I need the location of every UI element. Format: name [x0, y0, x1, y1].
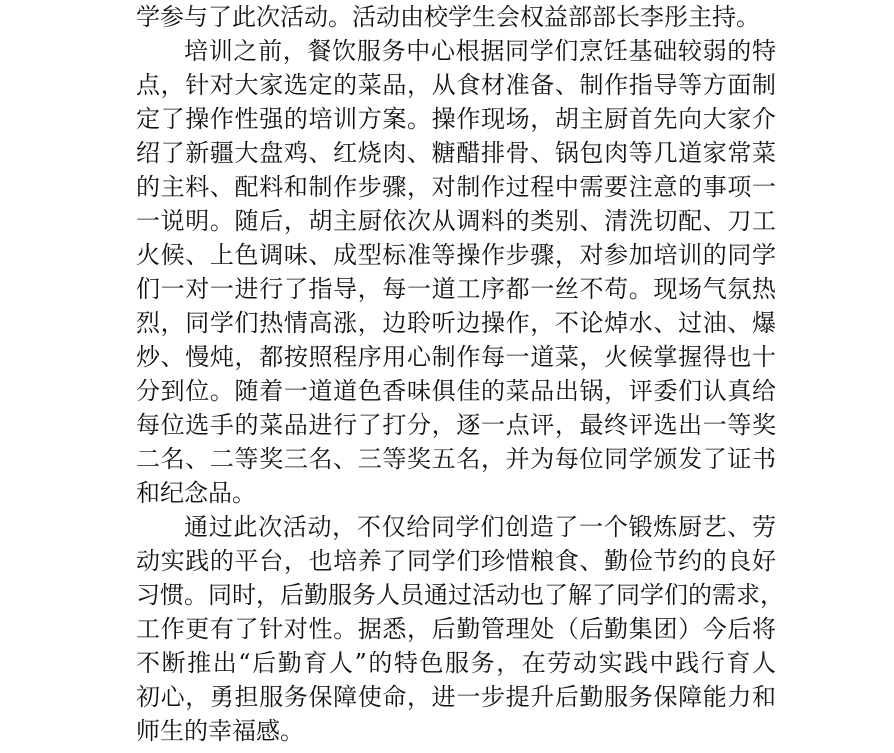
- text-line: 火候、上色调味、成型标准等操作步骤，对参加培训的同学: [136, 241, 776, 269]
- paragraph-1: [136, 0, 776, 34]
- text-line: 点，针对大家选定的菜品，从食材准备、制作指导等方面制: [136, 71, 776, 99]
- paragraph-2: [136, 34, 776, 510]
- text-line: 每位选手的菜品进行了打分，逐一点评，最终评选出一等奖: [136, 411, 776, 439]
- text-line: 工作更有了针对性。据悉，后勤管理处（后勤集团）今后将: [136, 615, 776, 643]
- document-body: [136, 0, 784, 748]
- text-line: 烈，同学们热情高涨，边聆听边操作，不论焯水、过油、爆: [136, 309, 776, 337]
- text-line: 炒、慢炖，都按照程序用心制作每一道菜，火候掌握得也十: [136, 343, 776, 371]
- text-line: 一说明。随后，胡主厨依次从调料的类别、清洗切配、刀工: [136, 207, 776, 235]
- text-line: 不断推出“后勤育人”的特色服务，在劳动实践中践行育人: [136, 649, 776, 677]
- text-line: 师生的幸福感。: [136, 717, 304, 745]
- text-line: 通过此次活动，不仅给同学们创造了一个锻炼厨艺、劳: [184, 513, 776, 541]
- text-line: 初心，勇担服务保障使命，进一步提升后勤服务保障能力和: [136, 683, 776, 711]
- text-line: 的主料、配料和制作步骤，对制作过程中需要注意的事项一: [136, 173, 776, 201]
- text-line: 和纪念品。: [136, 479, 256, 507]
- text-line: 定了操作性强的培训方案。操作现场，胡主厨首先向大家介: [136, 105, 776, 133]
- text-line: 绍了新疆大盘鸡、红烧肉、糖醋排骨、锅包肉等几道家常菜: [136, 139, 776, 167]
- text-line: 分到位。随着一道道色香味俱佳的菜品出锅，评委们认真给: [136, 377, 776, 405]
- text-line: 动实践的平台，也培养了同学们珍惜粮食、勤俭节约的良好: [136, 547, 776, 575]
- text-line: 培训之前，餐饮服务中心根据同学们烹饪基础较弱的特: [184, 37, 776, 65]
- text-line: 二名、二等奖三名、三等奖五名，并为每位同学颁发了证书: [136, 445, 776, 473]
- paragraph-3: [136, 510, 784, 748]
- text-line: 们一对一进行了指导，每一道工序都一丝不苟。现场气氛热: [136, 275, 776, 303]
- text-line: 学参与了此次活动。活动由校学生会权益部部长李彤主持。: [136, 3, 760, 31]
- text-line: 习惯。同时，后勤服务人员通过活动也了解了同学们的需求，: [136, 581, 784, 609]
